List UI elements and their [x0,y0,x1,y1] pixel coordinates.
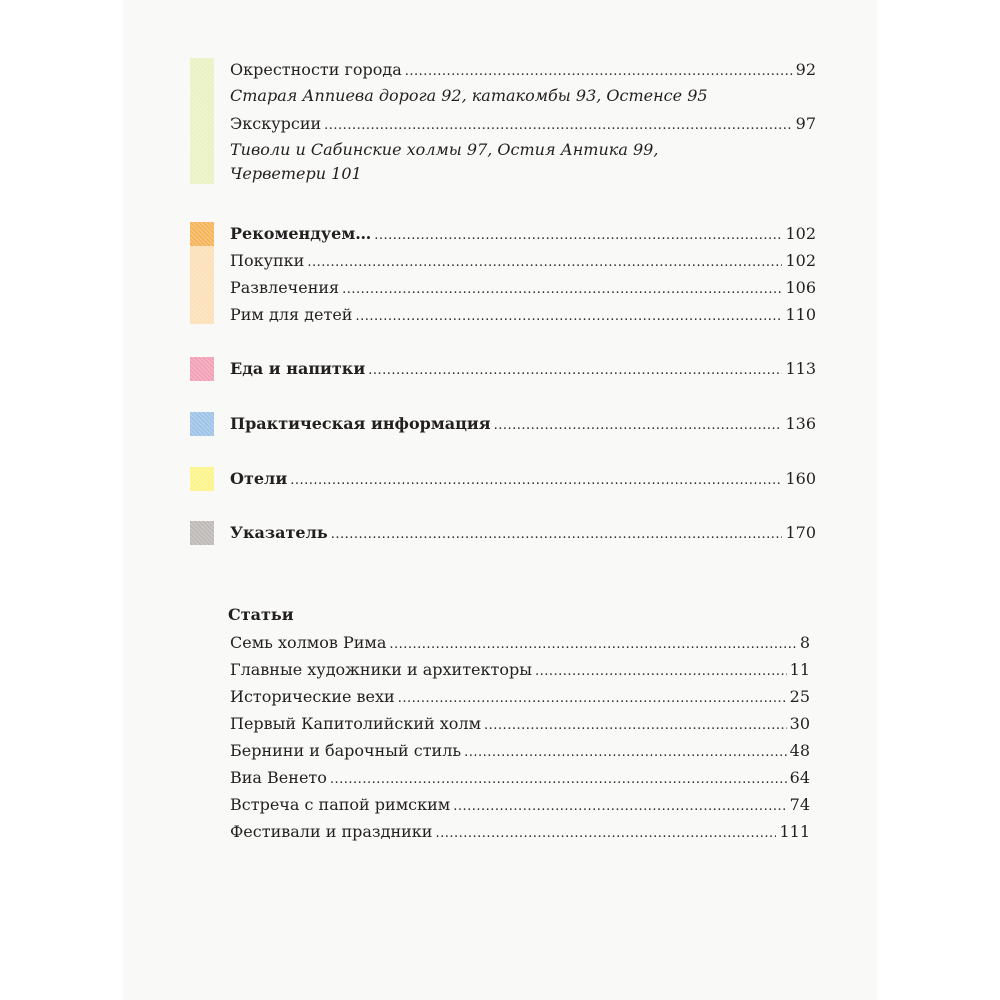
toc-entry-hotels [230,469,816,491]
article-entry-label: Фестивали и праздники [230,822,433,841]
toc-entry-page: 102 [785,224,816,243]
toc-leader-dots [494,416,783,436]
article-entry-page: 74 [789,795,810,814]
article-entry-page: 48 [789,741,810,760]
toc-entry-page: 170 [785,523,816,542]
toc-entry-label: Развлечения [230,278,340,297]
toc-leader-dots [307,253,782,273]
toc-leader-dots [324,116,792,136]
toc-leader-dots [368,361,782,381]
toc-leader-dots [331,525,783,545]
article-entry-label: Первый Капитолийский холм [230,714,482,733]
toc-leader-dots [535,662,787,682]
toc-entry-label: Указатель [230,523,328,542]
section-color-bar-practical [190,412,214,436]
toc-leader-dots [374,226,782,246]
toc-entry-label: Покупки [230,251,305,270]
toc-entry-recommend [230,224,816,246]
article-entry [230,714,810,736]
article-entry [230,822,810,844]
section-color-bar-hotels [190,467,214,491]
section-color-bar-recommend-body [190,246,214,324]
toc-entry-kids [230,305,816,327]
article-entry-label: Исторические вехи [230,687,395,706]
toc-entry-page: 92 [795,60,816,79]
toc-leader-dots [355,307,782,327]
toc-leader-dots [435,824,776,844]
toc-entry-page: 110 [785,305,816,324]
toc-leader-dots [484,716,787,736]
section-color-bar-recommend-header [190,222,214,246]
toc-entry-page: 106 [785,278,816,297]
toc-entry-outskirts [230,60,816,82]
section-color-bar-outskirts [190,58,214,184]
article-entry-page: 64 [789,768,810,787]
article-entry-label: Бернини и барочный стиль [230,741,462,760]
article-entry-page: 30 [789,714,810,733]
toc-leader-dots [389,635,796,655]
toc-leader-dots [398,689,787,709]
article-entry [230,633,810,655]
toc-leader-dots [453,797,786,817]
article-entry-page: 8 [799,633,810,652]
toc-entry-label: Практическая информация [230,414,491,433]
article-entry [230,660,810,682]
toc-leader-dots [405,62,793,82]
article-entry-page: 25 [789,687,810,706]
toc-entry-page: 97 [795,114,816,133]
toc-entry-shopping [230,251,816,273]
toc-entry-page: 102 [785,251,816,270]
article-entry-page: 111 [779,822,810,841]
section-color-bar-food [190,357,214,381]
toc-entry-excursions [230,114,816,136]
article-entry-label: Семь холмов Рима [230,633,387,652]
toc-entry-entertainment [230,278,816,300]
article-entry-page: 11 [789,660,810,679]
toc-entry-page: 136 [785,414,816,433]
toc-subentry-tivoli: Тиволи и Сабинские холмы 97, Остия Антика 99, [230,140,659,159]
article-entry [230,741,810,763]
toc-entry-label: Экскурсии [230,114,322,133]
toc-leader-dots [464,743,787,763]
toc-entry-label: Еда и напитки [230,359,366,378]
toc-leader-dots [290,471,782,491]
toc-leader-dots [330,770,787,790]
articles-heading: Статьи [228,605,294,624]
article-entry [230,795,810,817]
toc-entry-label: Отели [230,469,288,488]
toc-entry-label: Рим для детей [230,305,353,324]
section-color-bar-index [190,521,214,545]
toc-entry-label: Рекомендуем… [230,224,372,243]
toc-subentry-appian: Старая Аппиева дорога 92, катакомбы 93, Остенсе 95 [230,86,708,105]
article-entry-label: Встреча с папой римским [230,795,451,814]
toc-subentry-cerveteri: Черветери 101 [230,164,362,183]
toc-leader-dots [342,280,782,300]
toc-entry-practical [230,414,816,436]
toc-entry-label: Окрестности города [230,60,402,79]
toc-entry-page: 160 [785,469,816,488]
article-entry-label: Виа Венето [230,768,327,787]
article-entry [230,687,810,709]
toc-entry-index [230,523,816,545]
toc-entry-food [230,359,816,381]
article-entry-label: Главные художники и архитекторы [230,660,532,679]
toc-entry-page: 113 [785,359,816,378]
article-entry [230,768,810,790]
